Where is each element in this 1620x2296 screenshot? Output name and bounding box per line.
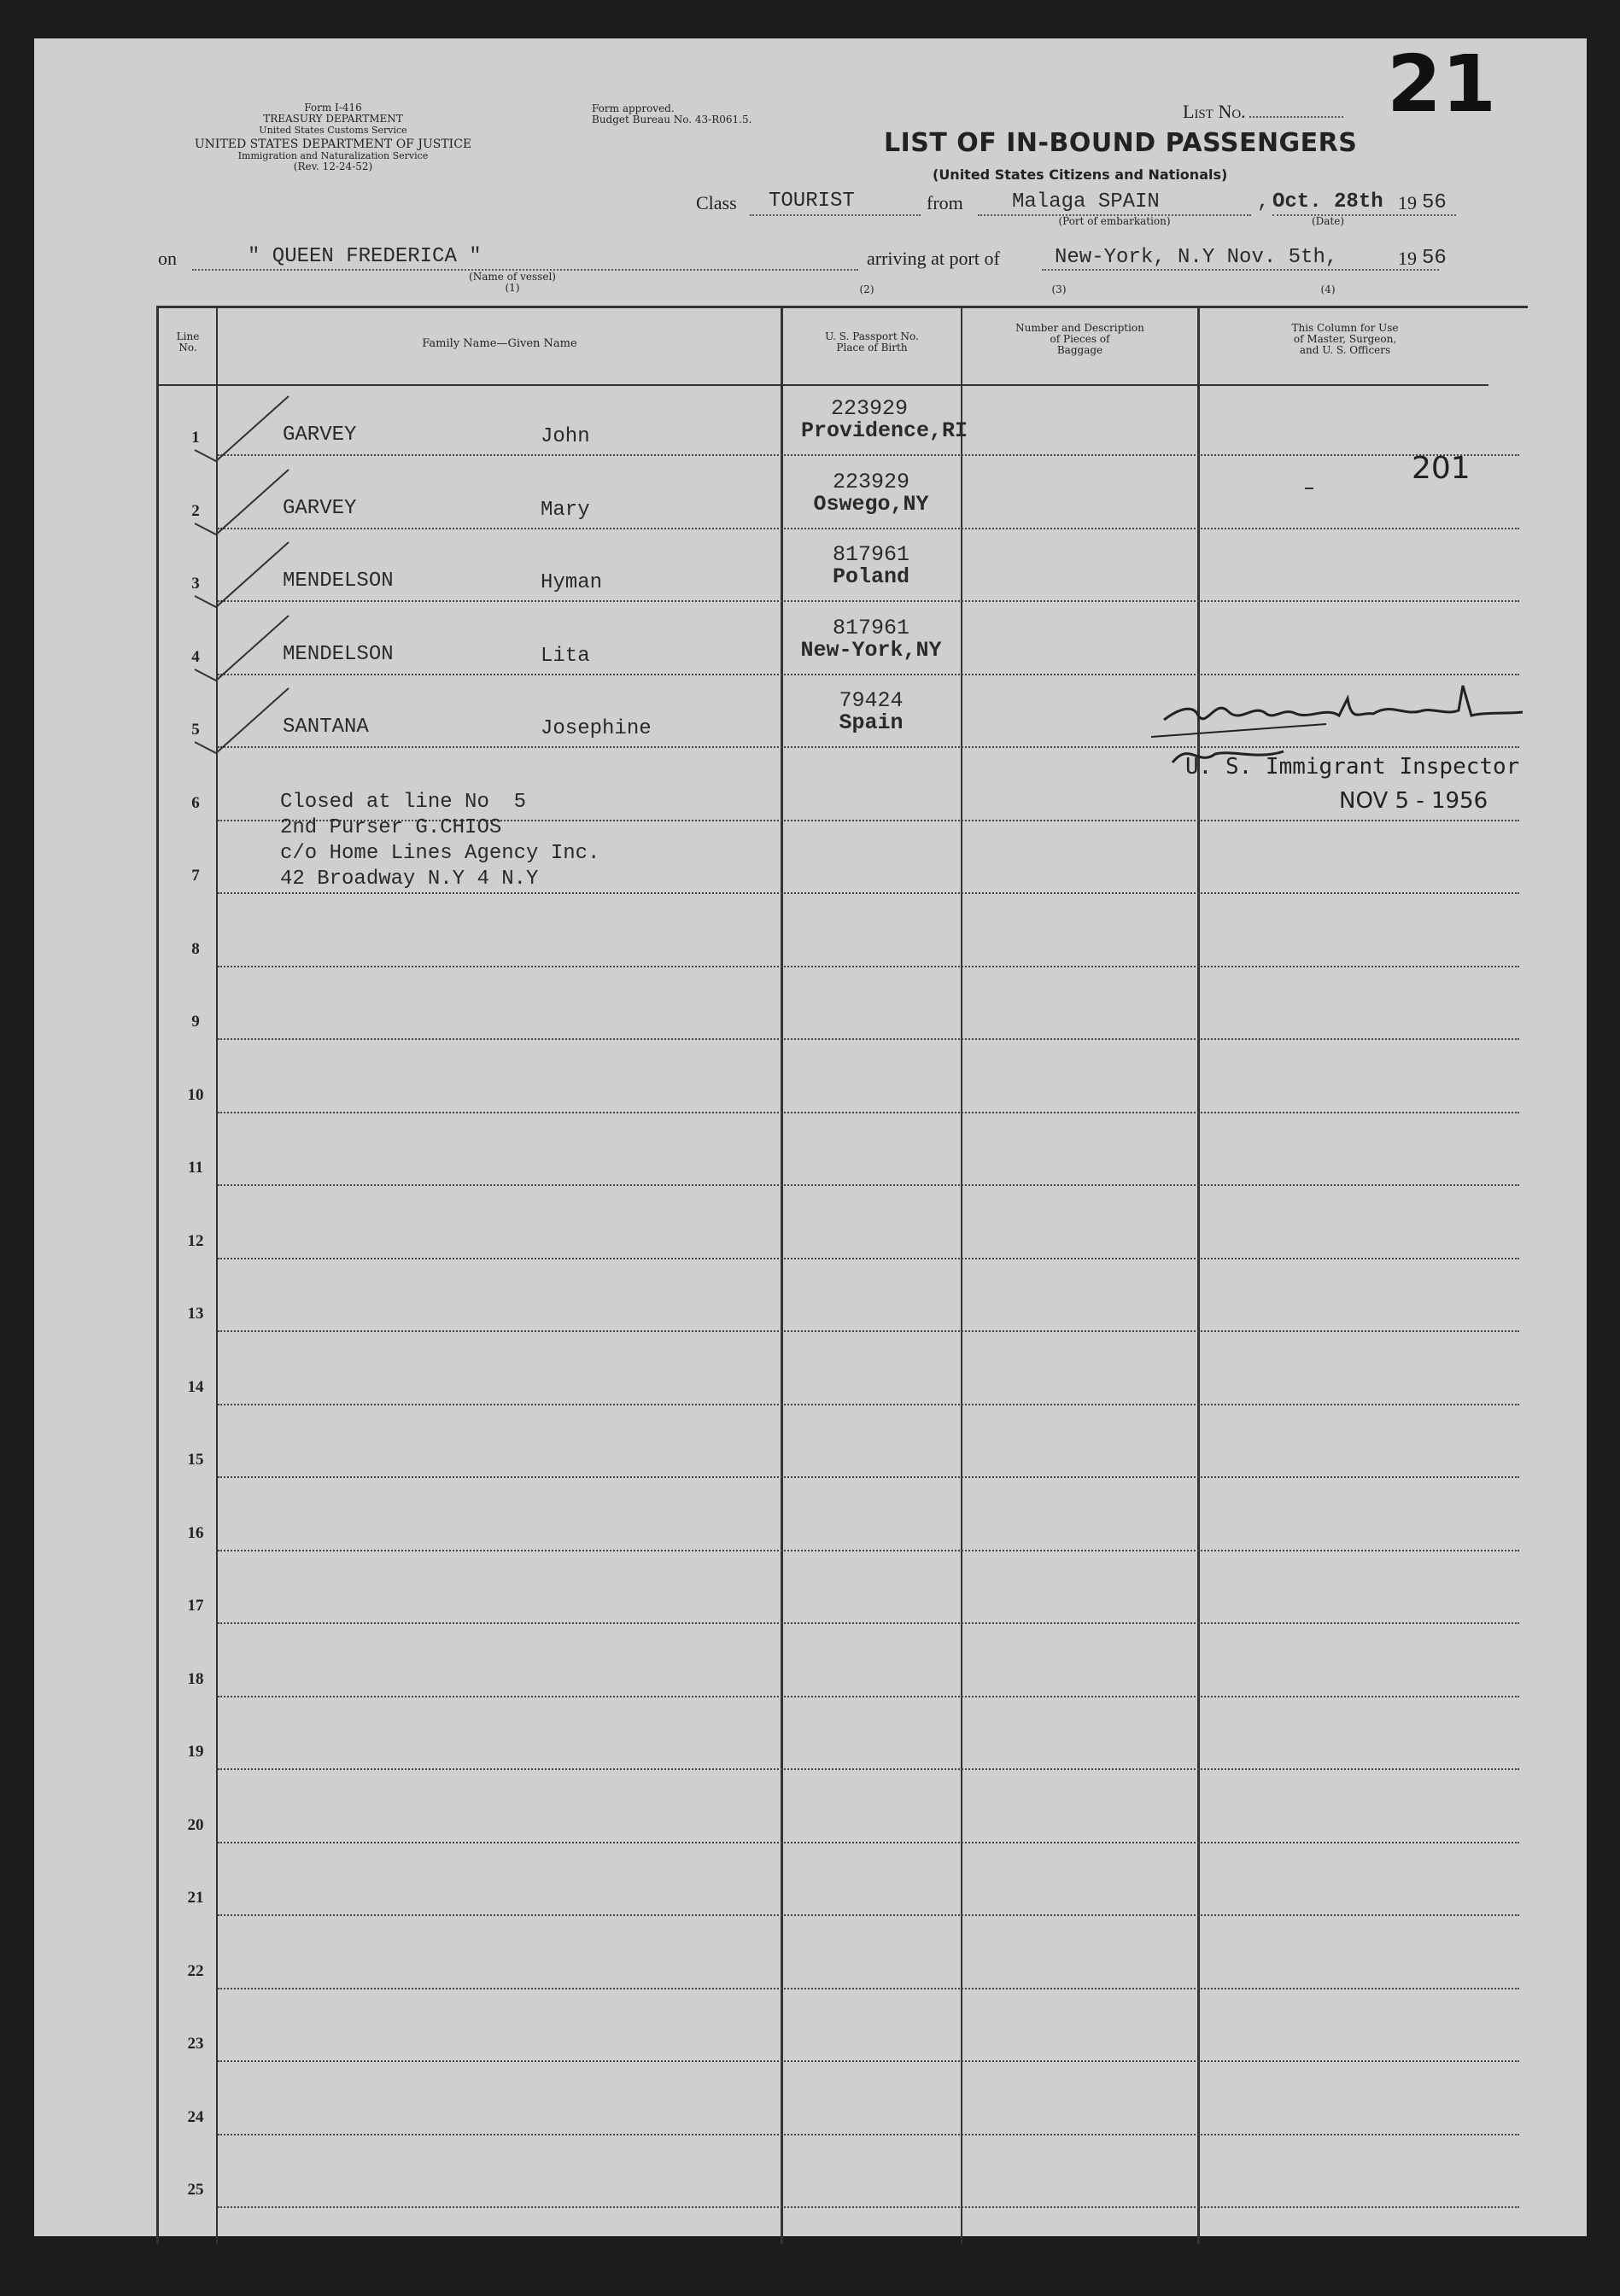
line-number: 25 <box>187 2181 204 2199</box>
customs-service: United States Customs Service <box>259 125 407 136</box>
form-number: Form I-416 <box>304 102 362 114</box>
row-rule <box>218 1476 1519 1478</box>
date-year-prefix: 19 <box>1398 192 1417 213</box>
line-number: 15 <box>187 1451 204 1469</box>
row-rule <box>218 966 1519 967</box>
approval-block <box>592 103 752 126</box>
port-caption: (Port of embarkation) <box>1058 215 1171 227</box>
caption-3: (3) <box>1051 283 1067 295</box>
row-rule <box>218 1768 1519 1770</box>
line-number: 11 <box>188 1159 203 1177</box>
birthplace: Spain <box>839 710 904 735</box>
closing-note <box>280 790 599 892</box>
row-rule <box>218 600 1519 602</box>
passport-number: 79424 <box>839 688 904 713</box>
arrival-year-suffix: 56 <box>1422 247 1447 270</box>
row-rule <box>218 674 1519 675</box>
inspector-stamp-title: U. S. Immigrant Inspector <box>1185 754 1520 780</box>
budget-bureau: Budget Bureau No. 43-R061.5. <box>592 114 752 126</box>
check-mark <box>190 605 293 682</box>
form-sheet: Form I-416 TREASURY DEPARTMENT United States Customs Service UNITED STATES DEPARTMENT OF JUSTICE Immigration and Naturalization Service (Rev. 12-24-52) Form approved. Budget Bureau No. 43-R061.5. List No. 21 LIST OF IN-BOUND PASSENGERS (United States Citizens and Nationals) Class TOURIST from Malaga SPAIN (Port of embarkation) , Oct. 28th (Date) 19 56 on " QUEEN FREDERICA " (Name of vessel) (1) arriving at port of New-York, N.Y Nov. 5th, 19 56 (2) (3) (4) Line No. Family Name—Given Name U. S. Passport No. Place of Birth Number and Description of Pieces of Baggage This Column for Use of Master, Surgeon, and U. S. Officers 1 2 3 4 5 6 7 8 9 10 11 12 13 14 15 16 17 18 19 20 21 22 23 24 25 GARVEY John 223929 Providence,RI GARVEY Mary 223929 Oswego,NY MENDELSON Hyman 817961 Poland MENDELSON Lita 817961 New-York,NY SANTANA Josephine 79424 Spain Closed at line No 5 2nd Purser G.CHIOS c/o Home Lines Agency Inc. 42 Broadway N.Y 4 N.Y 201 U. S. Immigrant Inspector NOV 5 - 1956 <box>34 38 1587 2236</box>
officer-mark: 201 <box>1412 451 1471 486</box>
vessel-name: " QUEEN FREDERICA " <box>248 245 482 268</box>
check-mark <box>190 532 293 609</box>
arrival-port-date: New-York, N.Y Nov. 5th, <box>1055 246 1338 269</box>
line-number: 2 <box>191 501 200 520</box>
line-number: 6 <box>191 793 200 812</box>
line-number: 10 <box>187 1085 204 1104</box>
row-rule <box>218 1112 1519 1113</box>
inspector-stamp-date: NOV 5 - 1956 <box>1339 788 1488 814</box>
col-header-officers: This Column for Use of Master, Surgeon, and U. S. Officers <box>1291 322 1399 356</box>
line-number: 17 <box>187 1597 204 1615</box>
caption-1: (1) <box>505 282 520 294</box>
row-rule <box>218 1184 1519 1186</box>
birthplace: Oswego,NY <box>813 491 929 517</box>
row-rule <box>218 1696 1519 1697</box>
line-number: 20 <box>187 1815 204 1834</box>
passport-cell <box>773 544 969 588</box>
line-number: 5 <box>191 721 200 739</box>
line-number: 13 <box>187 1305 204 1323</box>
family-name: GARVEY <box>283 424 357 447</box>
row-rule <box>218 2060 1519 2062</box>
line-number: 24 <box>187 2107 204 2126</box>
row-rule <box>218 1550 1519 1551</box>
page-title: LIST OF IN-BOUND PASSENGERS <box>884 128 1358 158</box>
col-header-baggage: Number and Description of Pieces of Baggage <box>1015 322 1144 356</box>
from-label: from <box>927 192 963 213</box>
list-no-value: 21 <box>1387 38 1497 130</box>
line-number: 21 <box>187 1889 204 1907</box>
row-rule <box>218 454 1519 456</box>
form-approved: Form approved. <box>592 102 675 114</box>
closing-note-line-4: 42 Broadway N.Y 4 N.Y <box>280 868 539 891</box>
row-rule <box>218 2206 1519 2208</box>
birthplace: Providence,RI <box>800 418 968 443</box>
line-number: 16 <box>187 1523 204 1542</box>
line-number: 23 <box>187 2035 204 2053</box>
date-caption: (Date) <box>1311 215 1345 227</box>
line-number: 3 <box>191 575 200 593</box>
officer-dash <box>1305 488 1313 489</box>
row-rule <box>218 1622 1519 1624</box>
passenger-table <box>156 306 1528 2244</box>
passport-number: 223929 <box>832 469 909 494</box>
ins-service: Immigration and Naturalization Service <box>237 150 429 161</box>
passport-cell <box>737 398 968 442</box>
row-rule <box>218 1330 1519 1332</box>
on-label: on <box>158 248 177 269</box>
treasury-dept: TREASURY DEPARTMENT <box>263 113 403 125</box>
col-header-name: Family Name—Given Name <box>422 337 577 350</box>
departure-date: Oct. 28th <box>1272 190 1383 213</box>
check-mark <box>190 459 293 536</box>
line-number: 12 <box>187 1231 204 1250</box>
row-rule <box>218 1988 1519 1989</box>
caption-2: (2) <box>859 283 874 295</box>
class-value: TOURIST <box>769 190 855 213</box>
row-rule <box>218 892 1519 894</box>
passport-cell <box>773 690 969 734</box>
row-rule <box>218 1258 1519 1259</box>
from-value: Malaga SPAIN <box>1012 190 1160 213</box>
birthplace: Poland <box>832 564 909 589</box>
family-name: GARVEY <box>283 496 357 520</box>
line-number: 9 <box>191 1013 200 1031</box>
passport-number: 817961 <box>832 542 909 567</box>
justice-dept: UNITED STATES DEPARTMENT OF JUSTICE <box>194 137 472 151</box>
check-mark <box>190 386 293 463</box>
page-subtitle: (United States Citizens and Nationals) <box>933 167 1228 183</box>
passport-cell <box>773 617 969 662</box>
row-rule <box>218 1038 1519 1040</box>
line-number: 4 <box>191 647 200 666</box>
row-rule <box>218 2134 1519 2135</box>
closing-note-line-3: c/o Home Lines Agency Inc. <box>280 842 600 865</box>
birthplace: New-York,NY <box>800 637 942 663</box>
family-name: MENDELSON <box>283 570 394 593</box>
list-no-label: List No. <box>1183 101 1246 122</box>
form-issuer-block <box>162 102 504 172</box>
line-number: 1 <box>191 429 200 447</box>
row-rule <box>218 1842 1519 1843</box>
passport-number: 223929 <box>830 396 908 421</box>
closing-note-line-2: 2nd Purser G.CHIOS <box>280 816 502 839</box>
passport-cell <box>773 471 969 516</box>
line-number: 7 <box>191 867 200 885</box>
given-name: Hyman <box>541 571 603 594</box>
col-header-line: Line No. <box>176 330 200 353</box>
col-header-passport: U. S. Passport No. Place of Birth <box>825 330 919 353</box>
list-no-field <box>1183 101 1343 123</box>
revision: (Rev. 12-24-52) <box>293 161 373 172</box>
given-name: Lita <box>541 644 590 668</box>
arriving-label: arriving at port of <box>867 248 1000 269</box>
vessel-caption: (Name of vessel) (1) <box>444 272 581 294</box>
row-rule <box>218 1404 1519 1405</box>
given-name: John <box>541 425 590 448</box>
class-label: Class <box>696 192 737 213</box>
given-name: Mary <box>541 498 590 522</box>
line-number: 19 <box>187 1743 204 1761</box>
passport-number: 817961 <box>832 615 909 640</box>
arrival-year-prefix: 19 <box>1398 248 1417 269</box>
date-year-suffix: 56 <box>1422 191 1447 214</box>
row-rule <box>218 528 1519 529</box>
closing-note-line-1: Closed at line No 5 <box>280 791 527 814</box>
line-number: 14 <box>187 1377 204 1396</box>
family-name: SANTANA <box>283 716 369 739</box>
caption-4: (4) <box>1320 283 1336 295</box>
row-rule <box>218 1914 1519 1916</box>
line-number: 22 <box>187 1961 204 1980</box>
line-number: 8 <box>191 939 200 958</box>
family-name: MENDELSON <box>283 642 394 666</box>
given-name: Josephine <box>541 717 652 740</box>
check-mark <box>190 678 293 755</box>
line-number: 18 <box>187 1669 204 1688</box>
